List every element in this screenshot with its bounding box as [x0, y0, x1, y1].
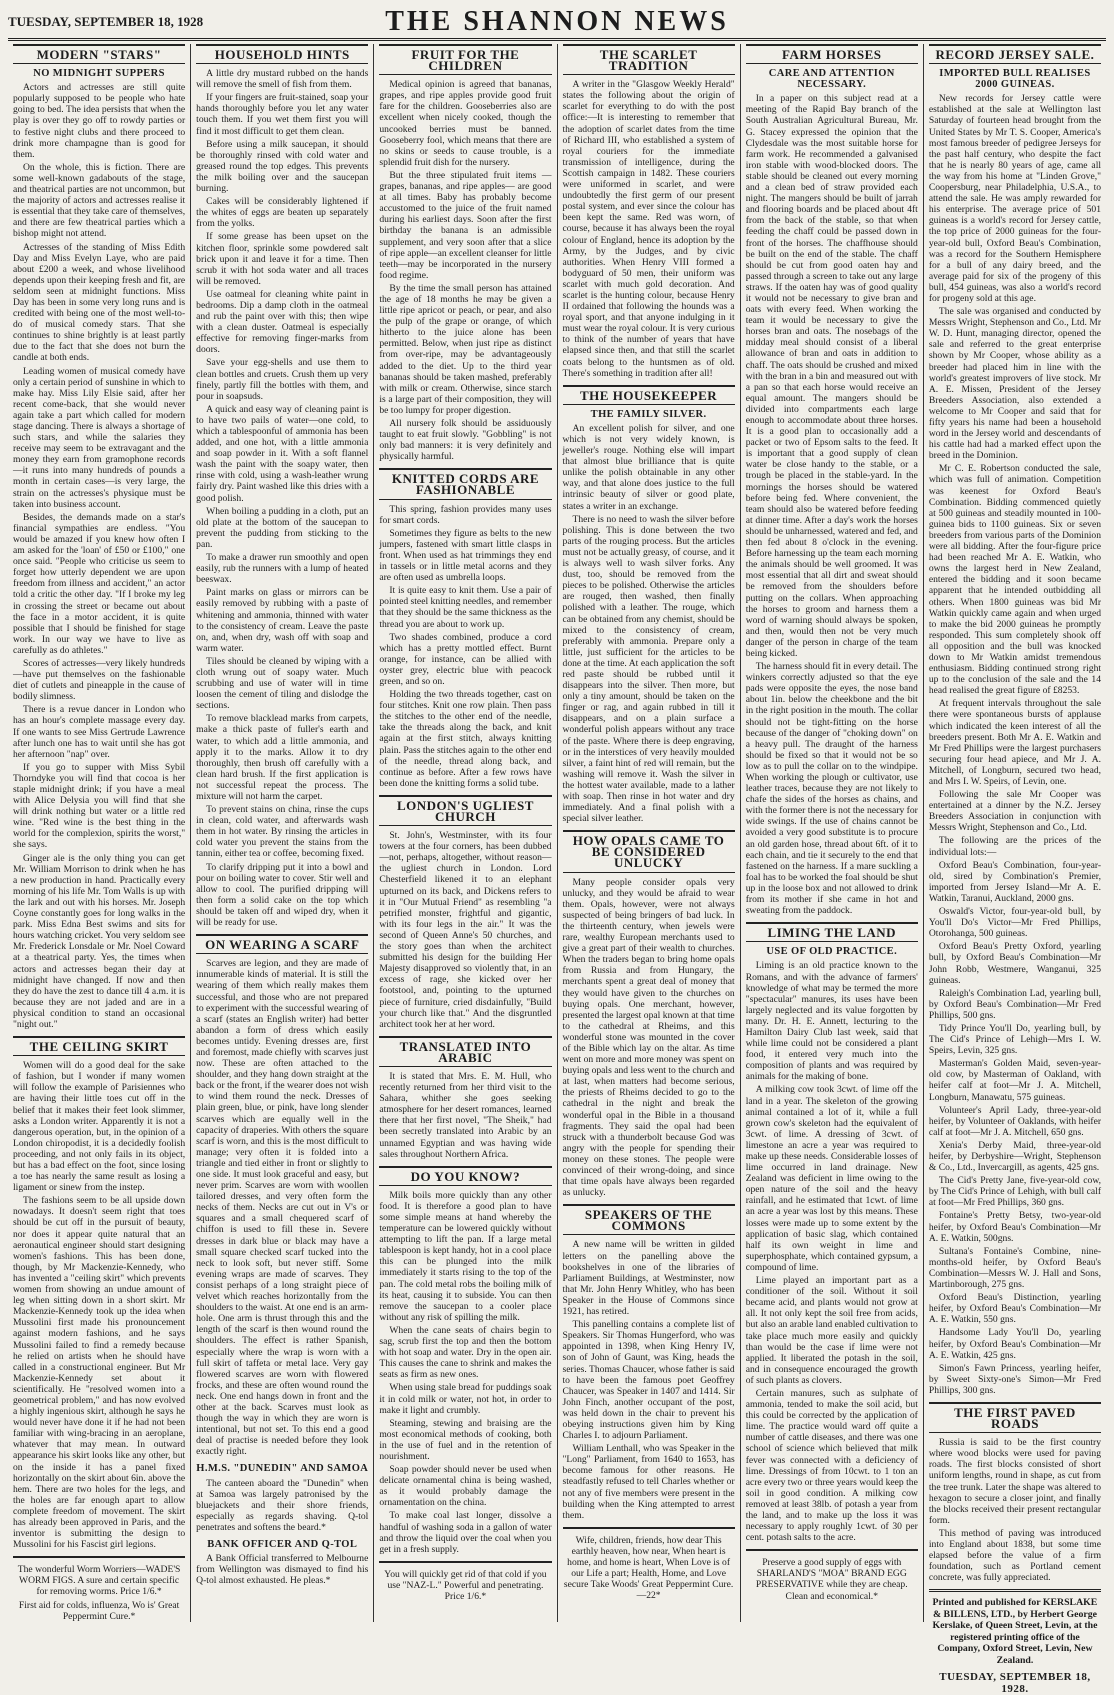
column-6: [924, 44, 1106, 1695]
article-paragraph: Sometimes they figure as belts to the new jumpers, fastened with smart little clasps in front. When used as hat trimmings they end in tassels or in little metal acorns and they are often used as umbrella loops.: [379, 527, 552, 584]
article-paragraph: But the three stipulated fruit items —grapes, bananas, and ripe apples— are good at all times. Baby has probably become accustomed to the juice of the fruit named during his earliest days. Soon after the first birthday the banana is an admissible supplement, and very soon after that a slice of ripe apple—an excellent cleanser for little teeth—may be incorporated in the nursery food regime.: [379, 169, 552, 281]
article-paragraph: St. John's, Westminster, with its four towers at the four corners, has been dubbed—not, perhaps, altogether, without reason—the ugliest church in London. Lord Chesterfield likened it to an elephant upturned on its back, and Dickens refers to it in "Our Mutual Friend" as resembling "a petrified monster, frightful and gigantic, with its four legs in the air." It was the second of Queen Anne's 50 churches, and the story goes than when the architect submitted his design for the building Her Majesty disapproved so violently that, in an excess of rage, she kicked over her footstool, and, pointing to the upturned piece of furniture, cried disdainfully, "Build your church like that." And the disgruntled architect took her at her word.: [379, 830, 552, 1030]
article-paragraph: There is a revue dancer in London who has an hour's complete massage every day. If one wants to see Miss Gertrude Lawrence after lunch one has to wait until she has got her afternoon "nap" over.: [13, 704, 186, 760]
article-paragraph: If you go to supper with Miss Sybil Thorndyke you will find that cocoa is her staple midnight drink; if you have a meal with Alice Delysia you will find that she will drink nothing but water or a little red wine. "Red wine is the best thing in the world for the complexion, spirits the worst," she says.: [13, 761, 186, 851]
article-paragraph: This spring, fashion provides many uses for smart cords.: [379, 503, 552, 526]
article-headline: THE HOUSEKEEPER: [563, 385, 735, 405]
article-subhead: THE FAMILY SILVER.: [590, 408, 707, 420]
advertisement: [379, 1561, 551, 1602]
article-subhead: NO MIDNIGHT SUPPERS: [33, 68, 165, 80]
article: [379, 468, 551, 789]
article-headline: MODERN "STARS": [13, 44, 185, 64]
article-paragraph: Holding the two threads together, cast on four stitches. Knit one row plain. Then pass the stitches to the other end of the needle, take the threads along the back, and knit again at the first stitch, always knitting plain. Pass the stitches again to the other end of the needle, thread along back, and continue as before. After a few rows have been done the knitting forms a solid tube.: [379, 689, 552, 789]
article-paragraph: Many people consider opals very unlucky, and they would be afraid to wear them. Opals, however, were not always suspected of being bringers of bad luck. In the thirteenth century, when jewels were rare, wealthy European merchants used to give a great part of their wealth to churches. When the traders began to bring home opals from Russia and from Hungary, the merchants spent a great deal of money that they would have given to the churches on buying opals. One merchant, however, presented the largest opal known at that time to the cathedral at Rheims, and this wonderful stone was mounted in the cover of the Bible which lay on the altar. As time went on more and more money was spent on buying opals and less went to the church and at last, when matters had become serious, the priests of Rheims decided to go to the cathedral in the night and break the wonderful opal in the Bible in a thousand fragments. They said the opal had been struck with a thunderbolt because God was angry with the people for spending their money on these stones. The people were convinced of their wrong-doing, and since that time opals have always been regarded as unlucky.: [562, 876, 735, 1199]
article-paragraph: Xenia's Derby Maid, three-year-old heifer, by Derbyshire—Wright, Stephenson & Co., Ltd., Invercargill, as agents, 425 gns.: [928, 1139, 1102, 1174]
article-paragraph: A little dry mustard rubbed on the hands will remove the smell of fish from them.: [196, 68, 369, 91]
article-paragraph: There is no need to wash the silver before polishing. This is done between the two parts of the rouging process. But the articles must not be actually greasy, of course, and it is always well to wash silver forks. Any dust, too, should be removed from the pieces to be polished. Otherwise the articles are rouged, then washed, then finally polished with a leather. The rouge, which can be obtained from any chemist, should be mixed to the consistency of cream, preferably with ammonia. Prepare only a little, just sufficient for the articles to be done at the time. At each application the soft red paste should be rubbed until it disappears into the silver. Then more, but only a tiny amount, should be taken on the finger or rag, and again rubbed in till it disappears, and on a plain surface a wonderful polish appears without any trace of the paste. Where there is deep engraving, or in the interstices of very heavily moulded silver, a faint hint of red will remain, but the washing will remove it. Wash the silver in the hottest water available, made to a lather with soap. Then rinse in hot water and dry immediately. And a final polish with a special silver leather.: [562, 513, 735, 825]
article-paragraph: William Lenthall, who was Speaker in the "Long" Parliament, from 1640 to 1653, has become famous for other reasons. He steadfastly refused to tell Charles whether or not any of five members were present in the building when the King attempted to arrest them.: [562, 1443, 735, 1521]
article-paragraph: New records for Jersey cattle were established at the sale at Wellington last Saturday of fourteen head brought from the United States by Mr T. S. Cooper, America's most famous breeder of pedigree Jerseys for the past half century, who despite the fact that he is nearly 80 years of age, came all the way from his home at "Linden Grove," Coopersburg, near Philadelphia, U.S.A., to attend the sale. He was amply rewarded for his enterprise. The average price of 501 guineas is a world's record for Jersey cattle, the top price of 2000 guineas for the four-year-old bull, Oxford Beau's Combination, was a record for the Southern Hemisphere for a bull of any dairy breed, and the average paid for six of the progeny of this bull, 454 guineas, was also a world's record for progeny sold at this age.: [928, 93, 1102, 304]
article-paragraph: Masterman's Golden Maid, seven-year-old cow, by Masterman of Oakland, with heifer calf at foot—Mr J. A. Mitchell, Longburn, Manawatu, 575 guineas.: [928, 1058, 1102, 1103]
article: [563, 44, 735, 379]
article-paragraph: It is stated that Mrs. E. M. Hull, who recently returned from her third visit to the Sahara, whither she goes seeking atmosphere for her desert romances, learned there that her first novel, "The Sheik," had been secretly translated into Arabic by an unnamed Egyptian and was having wide sales throughout Northern Africa.: [379, 1070, 552, 1160]
article-paragraph: Steaming, stewing and braising are the most economical methods of cooking, both in the use of fuel and in the retention of nourishment.: [379, 1417, 552, 1462]
article: [196, 1463, 368, 1533]
masthead-date: TUESDAY, SEPTEMBER 18, 1928: [8, 14, 204, 29]
article-paragraph: A milking cow took 3cwt. of lime off the land in a year. The skeleton of the growing animal contained a lot of it, while a full grown cow's skeleton had the equivalent of 3cwt. of lime. A dressing of 3cwt. of limestone an acre a year was required to make up these needs. Considerable losses of lime occurred in land drainage. New Zealand was deficient in lime owing to the open nature of the soil and the heavy rainfall, and he estimated that 1cwt. of lime an acre a year was lost by this means. These losses were made up to some extent by the application of basic slag, which contained half its own weight in lime and superphosphate, which contained gypsum, a compound of lime.: [745, 1084, 918, 1273]
article-paragraph: It is quite easy to knit them. Use a pair of pointed steel knitting needles, and remember that they should be the same thickness as the thread you are about to work up.: [379, 585, 552, 630]
article-paragraph: Following the sale Mr Cooper was entertained at a dinner by the N.Z. Jersey Breeders Association in conjunction with Messrs Wright, Stephenson and Co., Ltd.: [928, 789, 1102, 834]
article: [379, 44, 551, 462]
article-paragraph: Soap powder should never be used when delicate ornamental china is being washed, as it would probably damage the ornamentation on the china.: [379, 1464, 552, 1509]
article: [746, 44, 918, 916]
article-headline: HOUSEHOLD HINTS: [196, 44, 368, 64]
imprint-text: Printed and published for KERSLAKE & BILLENS, LTD., by Herbert George Kerslake, of Queen Street, Levin, at the registered printing office of the Company, Oxford Street, Levin, New Zealand.: [932, 1597, 1098, 1666]
column-1: [8, 44, 191, 1622]
article-headline: THE FIRST PAVED ROADS: [929, 1402, 1101, 1433]
article-paragraph: Oxford Beau's Distinction, yearling heifer, by Oxford Beau's Combination—Mr A. E. Watkin, 550 gns.: [928, 1292, 1102, 1326]
article-subhead: IMPORTED BULL REALISES 2000 GUINEAS.: [939, 68, 1091, 91]
article-paragraph: Mr C. E. Robertson conducted the sale, which was full of animation. Competition was keenest for Oxford Beau's Combination. Bidding commenced quietly at 500 guineas and steadily mounted in 100-guinea bids to 1100 guineas. Six or seven breeders from various parts of the Dominion were all bidding. After the four-figure price had been reached Mr A. E. Watkin, who owns the largest herd in New Zealand, entered the bidding and it soon became apparent that he intended outbidding all others. When 1800 guineas was bid Mr Watkin quickly came again and when urged to make the bid 2000 guineas he promptly responded. This sum completely shook off all opposition and the bull was knocked down to Mr Watkin amidst tremendous enthusiasm. Bidding continued strong right up to the conclusion of the sale and the 14 head realised the great figure of £8253.: [928, 463, 1102, 697]
article-paragraph: This method of paving was introduced into England about 1838, but some time elapsed before the value of a firm foundation, such as Portland cement concrete, was fully appreciated.: [928, 1527, 1102, 1584]
article: [563, 385, 735, 825]
article-paragraph: The fashions seem to be all upside down nowadays. It doesn't seem right that toes should be cut off in the pursuit of beauty, nor does it appear quite natural that an aeronautical engineer should start designing women's fashions. This has been done, though, by Mr Mackenzie-Kennedy, who has invented a "ceiling skirt" which prevents women from showing an undue amount of leg when sitting down in a short skirt. Mr Mackenzie-Kennedy took up the idea when Mussolini first made his pronouncement against modern fashions, and he says Mussolini failed to find a remedy because he relied on artists when he should have called in a constructional engineer. But Mr Mackenzie-Kennedy set about it scientifically. He "resolved women into a geometrical problem," and has now evolved a highly ingenious skirt, although he says he would never have done it if he had not been familiar with wing-bracing in an aeroplane, whatever that may mean. In outward appearance his skirt looks like any other, but on the inside it has a panel fixed horizontally on the skirt about 6in. above the hem. There are two holes for the legs, and the holes are far enough apart to allow complete freedom of movement. The skirt has already been approved in Paris, and the inventor is submitting the design to Mussolini for his Fascist girl legions.: [13, 1195, 186, 1551]
columns-container: [8, 44, 1106, 1695]
article-paragraph: Before using a milk saucepan, it should be thoroughly rinsed with cold water and greased round the top edges. This prevents the milk boiling over and the saucepan burning.: [196, 138, 369, 195]
article-paragraph: On the whole, this is fiction. There are some well-known gadabouts of the stage, and theatrical parties are not uncommon, but the majority of actors and actresses realise it is essential that they take care of themselves, and there are few theatrical parties which a bishop might not attend.: [13, 161, 186, 240]
article-paragraph: A writer in the "Glasgow Weekly Herald" states the following about the origin of scarlet for everything to do with the post office:—It is interesting to remember that the adoption of scarlet dates from the time of Richard III, who established a system of royal couriers for the immediate transmission of intelligence, during the Scottish campaign in 1482. These couriers were uniformed in scarlet, and were undoubtedly the first germ of our present postal system, and ever since the colour has been kept the same. Red was worn, of course, because it has always been the royal colour of England, hence its adoption by the Army, by the Judges, and by civic authorities. When Henry VIII formed a bodyguard of 50 men, their uniform was scarlet with much gold decoration. And scarlet is the hunting colour, because Henry II ordained that following the hounds was a royal sport, and that anyone indulging in it must wear the royal colour. It is very curious to think of the number of years that have elapsed since then, and that still the scarlet coats belong to the huntsmen as of old. There's something in tradition after all!: [562, 79, 735, 379]
article-headline: SPEAKERS OF THE COMMONS: [563, 1204, 735, 1235]
article-paragraph: When using stale bread for puddings soak it in cold milk or water, not hot, in order to make it light and crumbly.: [379, 1382, 552, 1416]
article-paragraph: Oswald's Victor, four-year-old bull, by You'll Do's Victor—Mr Fred Phillips, Otorohanga, 500 guineas.: [928, 906, 1102, 940]
article-paragraph: Volunteer's April Lady, three-year-old heifer, by Volunteer of Oaklands, with heifer calf at foot—Mr J. A. Mitchell, 650 gns.: [928, 1104, 1102, 1138]
article-headline: TRANSLATED INTO ARABIC: [379, 1036, 551, 1067]
article-paragraph: Handsome Lady You'll Do, yearling heifer, by Oxford Beau's Combination—Mr A. E. Watkin, 425 gns.: [928, 1327, 1102, 1361]
article-headline: FRUIT FOR THE CHILDREN: [379, 44, 551, 75]
article-paragraph: Russia is said to be the first country where wood blocks were used for paving roads. The first blocks consisted of short uniform lengths, round in shape, as cut from the tree trunk. Later the shape was altered to hexagon to secure a closer joint, and finally the blocks received their present rectangular form.: [928, 1437, 1102, 1526]
article-paragraph: By the time the small person has attained the age of 18 months he may be given a little ripe apricot or peach, or pear, and also the pulp of the grape or orange, of which hitherto to the juice alone has been permitted. Below, when just ripe as distinct from over-ripe, may be advantageously added to the diet. Up to the third year bananas should be taken mashed, preferably with milk or cream. Otherwise, since starch is a large part of their composition, they will be too lumpy for proper digestion.: [379, 282, 552, 416]
article-paragraph: To prevent stains on china, rinse the cups in clean, cold water, and afterwards wash them in hot water. By rinsing the articles in cold water you prevent the stains from the tannin, either tea or coffee, becoming fixed.: [196, 804, 369, 860]
article-paragraph: The sale was organised and conducted by Messrs Wright, Stephenson and Co., Ltd. Mr W. D. Hunt, managing director, opened the sale and referred to the great enterprise shown by Mr Cooper, whose ability as a breeder had placed him in line with the world's greatest improvers of live stock. Mr A. E. Missen, President of the Jersey Breeders Association, also extended a welcome to Mr Cooper and said that for fifty years his name had been a household word in the Jersey world and descendants of his cattle had had a marked effect upon the breed in the Dominion.: [928, 306, 1102, 462]
advertisement: [746, 1549, 918, 1601]
article-paragraph: Medical opinion is agreed that bananas, grapes, and ripe apples provide good fruit fare for the children. Gooseberries also are excellent when nicely cooked, though the uncooked berries must be banned. Gooseberry fool, which means that there are no skins or seeds to cause trouble, is a splendid fruit dish for the nursery.: [379, 79, 552, 168]
article-paragraph: A Bank Official transferred to Melbourne from Wellington was dismayed to find his Q-tol almost exhausted. He pleas.*: [196, 1553, 369, 1587]
article-paragraph: A quick and easy way of cleaning paint is to have two pails of water—one cold, to which a tablespoonful of ammonia has been added, and one hot, with a little ammonia and soap powder in it. With a soft flannel wash the paint with the soapy water, then rinse with cold, using a wash-leather wrung fairly dry. Paint washed like this dries with a good polish.: [196, 403, 369, 504]
article-subhead: BANK OFFICER AND Q-TOL: [207, 1539, 358, 1550]
article-paragraph: The following are the prices of the individual lots:—: [928, 835, 1102, 858]
article-paragraph: Tidy Prince You'll Do, yearling bull, by The Cid's Prince of Lehigh—Mrs I. W. Speirs, Levin, 325 gns.: [928, 1022, 1102, 1057]
article: [563, 830, 735, 1198]
advertisement-text: You will quickly get rid of that cold if you use "NAZ-L." Powerful and penetrating. Price 1/6.*: [384, 1568, 547, 1602]
article: [196, 44, 368, 928]
article-headline: RECORD JERSEY SALE.: [929, 44, 1101, 64]
article-paragraph: Certain manures, such as sulphate of ammonia, tended to make the soil acid, but this could be corrected by the application of lime. The practice would ward off quite a number of cattle diseases, and there was one school of science which believed that milk fever was connected with a deficiency of lime. Dressings of from 10cwt. to 1 ton an acre every two or three years would keep the soil in good condition. A milking cow removed at least 38lb. of potash a year from the land, and to make up the loss it was necessary to apply roughly 1cwt. of 30 per cent. potash salts to the acre.: [745, 1387, 918, 1544]
article-paragraph: This panelling contains a complete list of Speakers. Sir Thomas Hungerford, who was appointed in 1398, when King Henry IV, son of John of Gaunt, was King, heads the series. Thomas Chaucer, whose father is said to have been the famous poet Geoffrey Chaucer, was Speaker in 1407 and 1414. Sir John Finch, another occupant of the post, was held down in the chair to prevent his obeying instructions given him by King Charles I. to adjourn Parliament.: [562, 1319, 735, 1442]
column-4: [558, 44, 741, 1622]
imprint-date: TUESDAY, SEPTEMBER 18, 1928.: [939, 1671, 1091, 1695]
article-paragraph: If some grease has been upset on the kitchen floor, sprinkle some powdered salt brick upon it and leave it for a time. Then scrub it with hot soda water and all traces will be removed.: [196, 231, 369, 287]
masthead: [8, 6, 1106, 41]
article-headline: LIMING THE LAND: [746, 922, 918, 942]
advertisement-text: First aid for colds, influenza, Wo is' Great Peppermint Cure.*: [18, 1599, 180, 1622]
article-paragraph: The canteen aboard the "Dunedin" when at Samoa was largely patronised by the bluejackets and their shore friends, especially as regards shaving. Q-tol penetrates and softens the beard.*: [196, 1477, 369, 1533]
article-paragraph: Raleigh's Combination Lad, yearling bull, by Oxford Beau's Combination—Mr Fred Phillips, 500 gns.: [928, 987, 1102, 1021]
article: [929, 1402, 1101, 1583]
article-paragraph: Besides, the demands made on a star's financial sympathies are endless. "You would be amazed if you knew how often I am asked for the 'loan' of £50 or £100," one once said. "People who criticise us seem to forget how utterly dependent we are upon freedom from illness and accident," an actor told a critic the other day. "If I broke my leg in crossing the street or became out about the face in a motor accident, it is quite possible that I should be finished for stage work. In our way we have to live as carefully as do athletes.": [13, 511, 186, 656]
article-paragraph: Save your egg-shells and use them to clean bottles and cruets. Crush them up very finely, partly fill the bottles with them, and pour in soapsuds.: [196, 357, 369, 402]
article-paragraph: Ginger ale is the only thing you can get Mr. William Morrison to drink when he has a new production in hand. Practically every morning of his life Mr. Tom Walls is up with the lark and out with his horses. Mr. Joseph Coyne constantly goes for long walks in the park. Miss Edna Best swims and sits for hours watching cricket. You very seldom see Mr. Frederick Lonsdale or Mr. Noel Coward at a theatrical party. Yes, the times when actors and actresses began their day at midnight have changed. If now and then they do have the zest to dance till 4 a.m. it is because they are not jaded and are in a physical condition to stand an occasional "night out.": [13, 852, 186, 1030]
article-paragraph: When boiling a pudding in a cloth, put an old plate at the bottom of the saucepan to prevent the pudding from sticking to the pan.: [196, 505, 369, 550]
article-paragraph: In a paper on this subject read at a meeting of the Rapid Bay branch of the South Australian Agricultural Bureau, Mr. G. Stacey expressed the opinion that the Clydesdale was the most suitable horse for farm work. He recommended a galvanised iron stable with wood-blocked doors. The stable should be cleaned out every morning and a clean bed of straw provided each night. The mangers should be built of jarrah and flooring boards and be placed about 4ft from the back of the stable, so that when feeding the chaff could be passed down in front of the horses. The chaffhouse should be built on the end of the stable. The chaff should be cut from good oaten hay and passed through a screen to take out any large straws. If the oaten hay was of good quality it would not be necessary to give bran and oats with every feed. When working the team it would be necessary to give the horses bran and oats. The nosebags of the midday meal should consist of a liberal allowance of bran and oats in addition to chaff. The oats should be crushed and mixed with the bran in a bin and measured out with a pan so that each horse would receive an equal amount. The mangers should be divided into compartments each large enough to accommodate about three horses. It is a good plan to occasionally add a packet or two of Epsom salts to the feed. It is important that a good supply of clean water be close handy to the stable, or a trough be placed in the stable-yard. In the mornings the horses should be watered before being fed. Where convenient, the team should also be watered before feeding at dinner time. After a day's work the horses should be unharnessed, watered and fed, and then fed about 8 o'clock in the evening. Before harnessing up the team each morning the animals should be well groomed. It was most essential that all dirt and sweat should be removed from the shoulders before putting on the collars. When approaching the horses to groom and harness them a word of warning should always be spoken, and then, would then not be very much danger of the person in charge of the team being kicked.: [745, 93, 918, 659]
column-5: [741, 44, 924, 1622]
article-paragraph: If your fingers are fruit-stained, soap your hands thoroughly before you let any water touch them. If you wet them first you will find it most difficult to get them clean.: [196, 92, 369, 137]
advertisement-text: Preserve a good supply of eggs with SHARLAND'S "MOA" BRAND EGG PRESERVATIVE while they are cheap. Clean and economical.*: [755, 1557, 908, 1602]
article-paragraph: Oxford Beau's Pretty Oxford, yearling bull, by Oxford Beau's Combination—Mr John Robb, Westmere, Wanganui, 325 guineas.: [928, 941, 1102, 986]
article-paragraph: To make coal last longer, dissolve a handful of washing soda in a gallon of water and throw the liquid over the coal when you get in a fresh supply.: [379, 1510, 552, 1555]
article-paragraph: Leading women of musical comedy have only a certain period of sunshine in which to make hay. Miss Lily Elsie said, after her recent come-back, that she would never again take a part which called for modern stage dancing. There is always a shortage of such stars, and while the salaries they receive may seem to be extravagant and the money they earn from gramophone records—it runs into many hundreds of pounds a month in certain cases—is very large, the strain on the actresses's physique must be taken into business account.: [13, 365, 186, 510]
article-paragraph: Women will do a good deal for the sake of fashion, but I wonder if many women will follow the example of Parisiennes who are having their little toes cut off in the belief that it makes their feet look slimmer, asks a London writer. Apparently it is not a dangerous operation, but, in the opinion of a London chiropodist, it is a decidedly foolish proceeding, and not only fails in its object, but has a bad effect on the foot, since losing a toe has nearly the same result as losing a ligament or sinew from the instep.: [13, 1060, 186, 1194]
article-headline: THE SCARLET TRADITION: [563, 44, 735, 75]
article-paragraph: To clarify dripping put it into a bowl and pour on boiling water to cover. Stir well and allow to cool. The purified dripping will then form a solid cake on the top which should be taken off and wiped dry, when it will be ready for use.: [196, 861, 369, 929]
article-paragraph: A new name will be written in gilded letters on the panelling above the bookshelves in one of the libraries of Parliament Buildings, at Westminster, now that Mr. John Henry Whitley, who has been Speaker in the House of Commons since 1921, has retired.: [562, 1239, 735, 1318]
article: [563, 1204, 735, 1521]
article-paragraph: An excellent polish for silver, and one which is not very widely known, is jeweller's rouge. Nothing else will impart that almost blue brilliance that is quite unlike the polish obtainable in any other way, and that alone does justice to the full intrinsic beauty of silver or good plate, states a writer in an exchange.: [562, 422, 735, 512]
article-paragraph: Milk boils more quickly than any other food. It is therefore a good plan to have some simple means at hand whereby the temperature can be lowered quickly without attempting to lift the pan. If a large metal tablespoon is kept handy, hot in a cool place this can be plunged into the milk immediately it starts rising to the top of the pan. The cold metal robs the boiling milk of its heat, causing it to subside. You can then remove the saucepan to a cooler place without any risk of spilling the milk.: [379, 1189, 552, 1323]
article-paragraph: Simon's Fawn Princess, yearling heifer, by Sweet Sixty-one's Simon—Mr Fred Phillips, 300 gns.: [928, 1362, 1102, 1396]
article-headline: ON WEARING A SCARF: [196, 934, 368, 954]
column-3: [374, 44, 557, 1622]
article-paragraph: When the cane seats of chairs begin to sag, scrub first the top and then the bottom with hot soap and water. Dry in the open air. This causes the cane to shrink and makes the seats as firm as new ones.: [379, 1324, 552, 1381]
article-paragraph: At frequent intervals throughout the sale there were spontaneous bursts of applause which indicated the keen interest of all the breeders present. Both Mr A. E. Watkin and Mr Fred Phillips were the largest purchasers securing four head apiece, and Mr J. A. Mitchell, of Longburn, secured two head, and Mrs I. W. Speirs, of Levin, one.: [928, 698, 1102, 787]
article-paragraph: Two shades combined, produce a cord which has a pretty mottled effect. Burnt orange, for instance, can be allied with oyster grey, electric blue with peacock green, and so on.: [379, 631, 552, 687]
article-paragraph: Scores of actresses—very likely hundreds—have put themselves on the fashionable diet of cutlets and pineapple in the cause of bodily slimness.: [13, 657, 186, 703]
article-subhead: H.M.S. "DUNEDIN" AND SAMOA: [196, 1463, 369, 1475]
article-paragraph: Fontaine's Pretty Betsy, two-year-old heifer, by Oxford Beau's Combination—Mr A. E. Watkin, 500gns.: [928, 1210, 1102, 1244]
article-paragraph: Liming is an old practice known to the Romans, and with the advance of farmers' knowledge of what may be termed the more "spectacular" manures, its uses have been largely neglected and its value forgotten by many. Dr. H. E. Annett, lecturing to the Hamilton Dairy Club last week, said that while lime could not be considered a plant food, it entered very much into the composition of plants and was required by animals for the making of bone.: [745, 960, 918, 1083]
column-2: [191, 44, 374, 1622]
article: [196, 934, 368, 1457]
publisher-imprint: [929, 1589, 1101, 1695]
article-paragraph: Cakes will be considerably lightened if the whites of eggs are beaten up separately from the yolks.: [196, 196, 369, 230]
article-paragraph: Actresses of the standing of Miss Edith Day and Miss Evelyn Laye, who are paid about £200 a week, and whose livelihood depends upon their keeping fresh and fit, are seldom seen at midnight functions. Miss Day has been in some very long runs and is credited with being one of the most well-to-do of musical comedy stars. That she continues to shine brightly is at least partly due to the fact that she does not burn the candle at both ends.: [13, 241, 186, 364]
article-paragraph: Oxford Beau's Combination, four-year-old, sired by Combination's Premier, imported from Jersey Island—Mr A. E. Watkin, Taranui, Auckland, 2000 gns.: [928, 859, 1102, 904]
article: [746, 922, 918, 1543]
newspaper-title: THE SHANNON NEWS: [385, 6, 729, 37]
article-headline: KNITTED CORDS ARE FASHIONABLE: [379, 468, 551, 499]
article-paragraph: To make a drawer run smoothly and open easily, rub the runners with a lump of heated beeswax.: [196, 552, 369, 586]
advertisement: [563, 1527, 735, 1602]
article: [13, 1036, 185, 1550]
article-paragraph: Scarves are legion, and they are made of innumerable kinds of material. It is still the wearing of them which really makes them successful, and those who are not prepared to experiment with the successful wearing of a scarf (states an English writer) had better abandon a form of dress which easily becomes untidy. Evening dresses are, first and foremost, made chiefly with scarves just now. These are often attached to the shoulder, and they hang down straight at the back or the front, if the wearer does not wish to wind them round the neck. Dresses of plain green, blue, or pink, have long slender scarves which are equally well in the capacity of draperies. With others the square scarf is worn, and this is the most difficult to manage; very often it is folded into a triangle and tied either in front or slightly to one side. It must look graceful and easy, but never prim. Scarves are worn with woollen tailored dresses, and very often form the necks of them. Necks are cut out in V's or squares and a small chequered scarf of chiffon is used to fill these in. Severe dresses in dark blue or black may have a small square checked scarf tucked into the neck to look soft, but never stiff. Some evening wraps are made of scarves. They consist perhaps of a long straight piece of velvet which reaches horizontally from the shoulders to the waist. At one end is an arm-hole. One arm is thrust through this and the length of the scarf is then wound round the shoulders. The effect is rather Spanish, especially where the wrap is worn with a full skirt of taffeta or metal lace. Very gay flowered scarves are worn with flowered frocks, and these are often wound round the neck. One end hangs down in front and the other at the back. Scarves must look as though the way in which they are worn is intentional, but not set. To this end a good deal of practise is needed before they look exactly right.: [196, 958, 369, 1458]
article-headline: DO YOU KNOW?: [379, 1166, 551, 1186]
article: [379, 1166, 551, 1555]
article-headline: HOW OPALS CAME TO BE CONSIDERED UNLUCKY: [563, 830, 735, 872]
advertisement: [13, 1556, 185, 1621]
article: [379, 1036, 551, 1160]
article-paragraph: All nursery folk should be assiduously taught to eat fruit slowly. "Gobbling" is not only bad manners: it is very definitely and physically harmful.: [379, 418, 552, 463]
article-paragraph: Actors and actresses are still quite popularly supposed to be people who hate going to bed. The idea persists that when the play is over they go off to rowdy parties or to festive night clubs and there proceed to drink more champagne than is good for them.: [13, 82, 186, 160]
article-paragraph: Sultana's Fontaine's Combine, nine-months-old heifer, by Oxford Beau's Combination—Messrs W. J. Hall and Sons, Martinborough, 275 gns.: [928, 1245, 1102, 1291]
article-headline: FARM HORSES: [746, 44, 918, 64]
advertisement-text: Wife, children, friends, how dear This earthly heaven, how near, When heart is home, and home is heart, When Love is of our Life a part; Health, Home, and Love secure Take Woods' Great Peppermint Cure.—22*: [563, 1534, 734, 1602]
article-subhead: USE OF OLD PRACTICE.: [766, 946, 898, 958]
article: [929, 44, 1101, 1396]
advertisement-text: The wonderful Worm Worriers—WADE'S WORM FIGS. A sure and certain specific for removing worms. Price 1/6.*: [17, 1564, 181, 1598]
article-subhead: CARE AND ATTENTION NECESSARY.: [768, 68, 895, 91]
article-paragraph: To remove blacklead marks from carpets, make a thick paste of fuller's earth and water, to which add a little ammonia, and apply it to the marks. Allow it to dry thoroughly, then brush off carefully with a clean hard brush. If the first application is not successful repeat the process. The mixture will not harm the carpet.: [196, 713, 369, 802]
article: [13, 44, 185, 1030]
article-paragraph: The Cid's Pretty Jane, five-year-old cow, by The Cid's Prince of Lehigh, with bull calf at foot—Mr Fred Phillips, 360 gns.: [928, 1175, 1102, 1209]
article: [379, 795, 551, 1030]
article: [196, 1539, 368, 1586]
article-headline: THE CEILING SKIRT: [13, 1036, 185, 1056]
article-paragraph: Lime played an important part as a conditioner of the soil. Without it soil became acid, and plants would not grow at all. It not only kept the soil free from acids, but also an arable land enabled cultivation to take place much more easily and quickly than would be the case if lime were not applied. It liberated the potash in the soil, and in consequence encouraged the growth of such plants as clovers.: [745, 1275, 918, 1386]
article-paragraph: The harness should fit in every detail. The winkers correctly adjusted so that the eye pads were opposite the eyes, the nose band about 1in. below the cheekbone and the bit in the right position in the mouth. The collar should not be tight-fitting on the horse because of the danger of "choking down" on a heavy pull. The draught of the harness should be fixed so that it would not be so low as to pull the collar on to the windpipe. When working the plough or cultivator, use leather traces, because they are not likely to chafe the sides of the horses as chains, and with the former there is not the necessary for wide swings. If the use of chains cannot be avoided a very good substitute is to procure an old garden hose, thread about 6ft. of it to each chain, and tie it securely to the end that fastened on the harness. If a mare suckling a foal has to be worked the foal should be shut up in the loose box and not allowed to drink from its mother if she came in hot and sweating from the paddock.: [745, 661, 918, 917]
article-paragraph: Tiles should be cleaned by wiping with a cloth wrung out of soapy water. Much scrubbing and use of water will in time loosen the cement of tiling and dislodge the sections.: [196, 655, 369, 712]
article-headline: LONDON'S UGLIEST CHURCH: [379, 795, 551, 826]
article-paragraph: Paint marks on glass or mirrors can be easily removed by rubbing with a paste of whitening and ammonia, thinned with water to the consistency of cream. Leave the paste on, and, when dry, wash off with soap and warm water.: [196, 587, 369, 654]
article-paragraph: Use oatmeal for cleaning white paint in bedrooms. Dip a damp cloth in the oatmeal and rub the paint over with this; then wipe with a clean duster. Oatmeal is especially effective for removing finger-marks from doors.: [196, 288, 369, 356]
